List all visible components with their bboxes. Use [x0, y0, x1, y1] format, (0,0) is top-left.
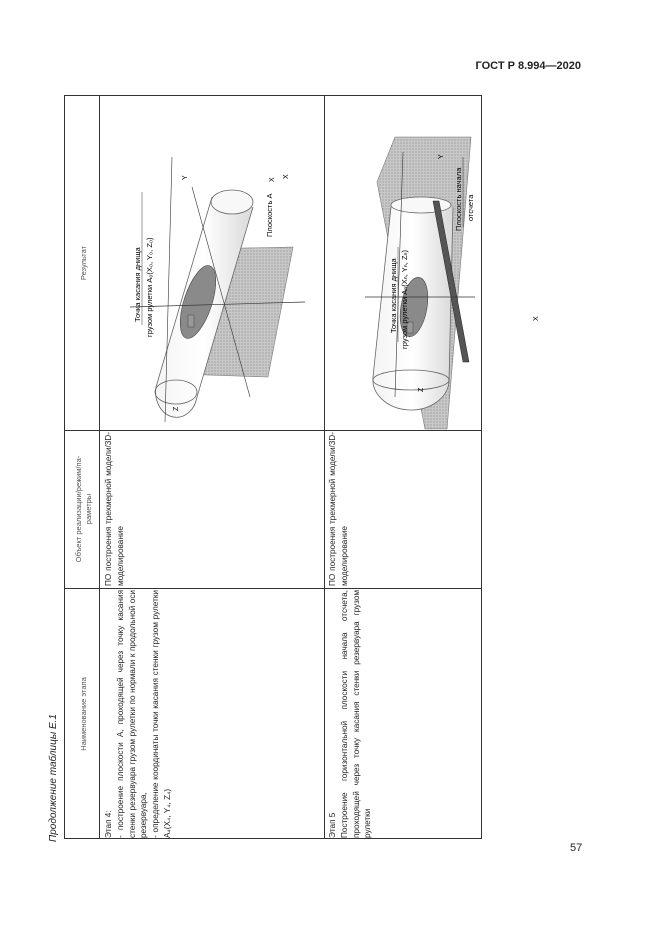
row2-axis-x: X: [533, 316, 540, 321]
row1-axis-x: X: [283, 174, 290, 179]
row1-result-diagram: [100, 97, 323, 429]
row1-stage: Этап 4: - построение плоскости А, проходящей через точку касания стенки резервуара грузом рулетки по нормали к продольной оси резервуара, - определение координаты точки касания стенки грузом рулетки A₄(X₄, Y₄, Z₄): [104, 590, 172, 838]
row2-axis-y: Y: [438, 154, 445, 159]
row1-axis-y: Y: [182, 175, 189, 180]
row2-axis-z: Z: [418, 387, 425, 392]
row1-label-touch-2: грузом рулетки A₀(X₀, Y₀, Z₀): [145, 237, 154, 337]
continuation-title: Продолжение таблицы Е.1: [48, 714, 59, 842]
header-stage-name: Наименование этапа: [79, 677, 88, 751]
row1-axis-x2: X: [269, 177, 276, 182]
row2-object: ПО построения трехмерной модели/3D-моделирование: [328, 432, 349, 586]
page-number: 57: [570, 842, 583, 854]
row2-label-touch-2: грузом рулетки Aₙ(Xₙ, Yₙ, Zₙ): [400, 249, 409, 349]
row2-result-diagram: [325, 97, 540, 429]
row1-label-plane: Плоскость А: [265, 193, 274, 237]
object-stage-divider: [65, 588, 481, 589]
standard-code: ГОСТ Р 8.994—2020: [475, 60, 581, 72]
row2-label-plane-2: отсчета: [466, 194, 475, 221]
header-result: Результат: [79, 245, 88, 281]
row1-label-touch-1: Точка касания днища: [133, 247, 142, 322]
tape-weight: [188, 315, 194, 327]
result-object-divider: [65, 430, 481, 431]
row1-axis-z: Z: [173, 406, 180, 411]
row2-label-plane-1: Плоскость начала: [454, 167, 463, 231]
row2-label-touch-1: Точка касания днища: [389, 258, 398, 333]
row2-stage: Этап 5 Построение горизонтальной плоскости начала отсчета, проходящей через точку касания стенки резервуара грузом рулетки: [328, 590, 373, 838]
stages-table: [64, 95, 540, 839]
row1-object: ПО построения трехмерной модели/3D-моделирование: [104, 432, 125, 586]
header-object: Объект реализации/режим/па- раметры: [74, 455, 93, 563]
